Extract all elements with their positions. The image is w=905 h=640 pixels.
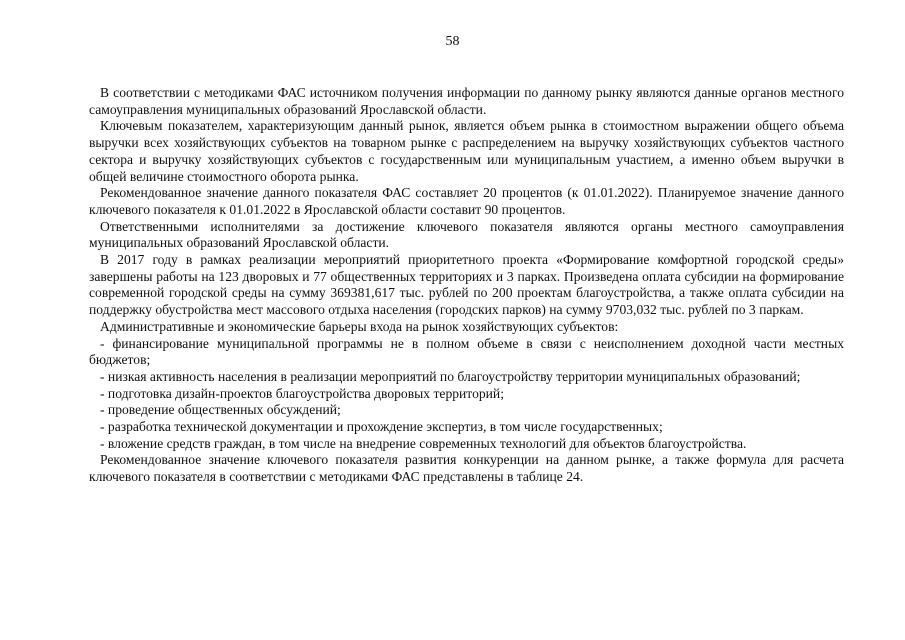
list-item-barrier-activity: - низкая активность населения в реализации мероприятий по благоустройству территории муниципальных образований; bbox=[100, 368, 801, 384]
paragraph-barriers-intro: Административные и экономические барьеры входа на рынок хозяйствующих субъектов: bbox=[100, 318, 619, 334]
document-body bbox=[89, 85, 844, 486]
paragraph-responsible-executors: Ответственными исполнителями за достижение ключевого показателя являются органы местного самоуправления муниципальных образований Ярославской области. bbox=[89, 218, 844, 251]
paragraph-data-source: В соответствии с методиками ФАС источником получения информации по данному рынку являются данные органов местного самоуправления муниципальных образований Ярославской области. bbox=[89, 85, 844, 117]
paragraph-table-reference: Рекомендованное значение ключевого показателя развития конкуренции на данном рынке, а также формула для расчета ключевого показателя в соответствии с методиками ФАС представлены в таблице 24. bbox=[89, 452, 844, 485]
list-item-barrier-documentation: - разработка технической документации и прохождение экспертиз, в том числе государственных; bbox=[100, 419, 663, 435]
paragraph-recommended-value: Рекомендованное значение данного показателя ФАС составляет 20 процентов (к 01.01.2022). Планируемое значение данного ключевого показателя к 01.01.2022 в Ярославской области составит 90 процентов. bbox=[89, 185, 844, 217]
list-item-barrier-design: - подготовка дизайн-проектов благоустройства дворовых территорий; bbox=[100, 385, 504, 401]
paragraph-key-indicator: Ключевым показателем, характеризующим данный рынок, является объем рынка в стоимостном выражении общего объема выручки всех хозяйствующих субъектов на товарном рынке с распределением на выручку хозяйствующих субъектов частного сектора и выручку хозяйствующих субъектов с государственным или муниципальным участием, а именно объем выручки в общей величине стоимостного оборота рынка. bbox=[89, 118, 844, 184]
list-item-barrier-discussion: - проведение общественных обсуждений; bbox=[100, 402, 341, 418]
list-item-barrier-financing: - финансирование муниципальной программы не в полном объеме в связи с неисполнением доходной части местных бюджетов; bbox=[89, 335, 844, 368]
paragraph-project-2017: В 2017 году в рамках реализации мероприятий приоритетного проекта «Формирование комфортной городской среды» завершены работы на 123 дворовых и 77 общественных территориях и 3 парках. Произведена оплата субсидии на формирование современной городской среды на сумму 369381,617 тыс. рублей по 200 проектам благоустройства, а также оплата субсидии на поддержку обустройства мест массового отдыха населения (городских парков) на сумму 9703,032 тыс. рублей по 3 паркам. bbox=[89, 252, 844, 318]
list-item-barrier-investment: - вложение средств граждан, в том числе на внедрение современных технологий для объектов благоустройства. bbox=[100, 435, 747, 451]
page-number: 58 bbox=[445, 34, 460, 49]
